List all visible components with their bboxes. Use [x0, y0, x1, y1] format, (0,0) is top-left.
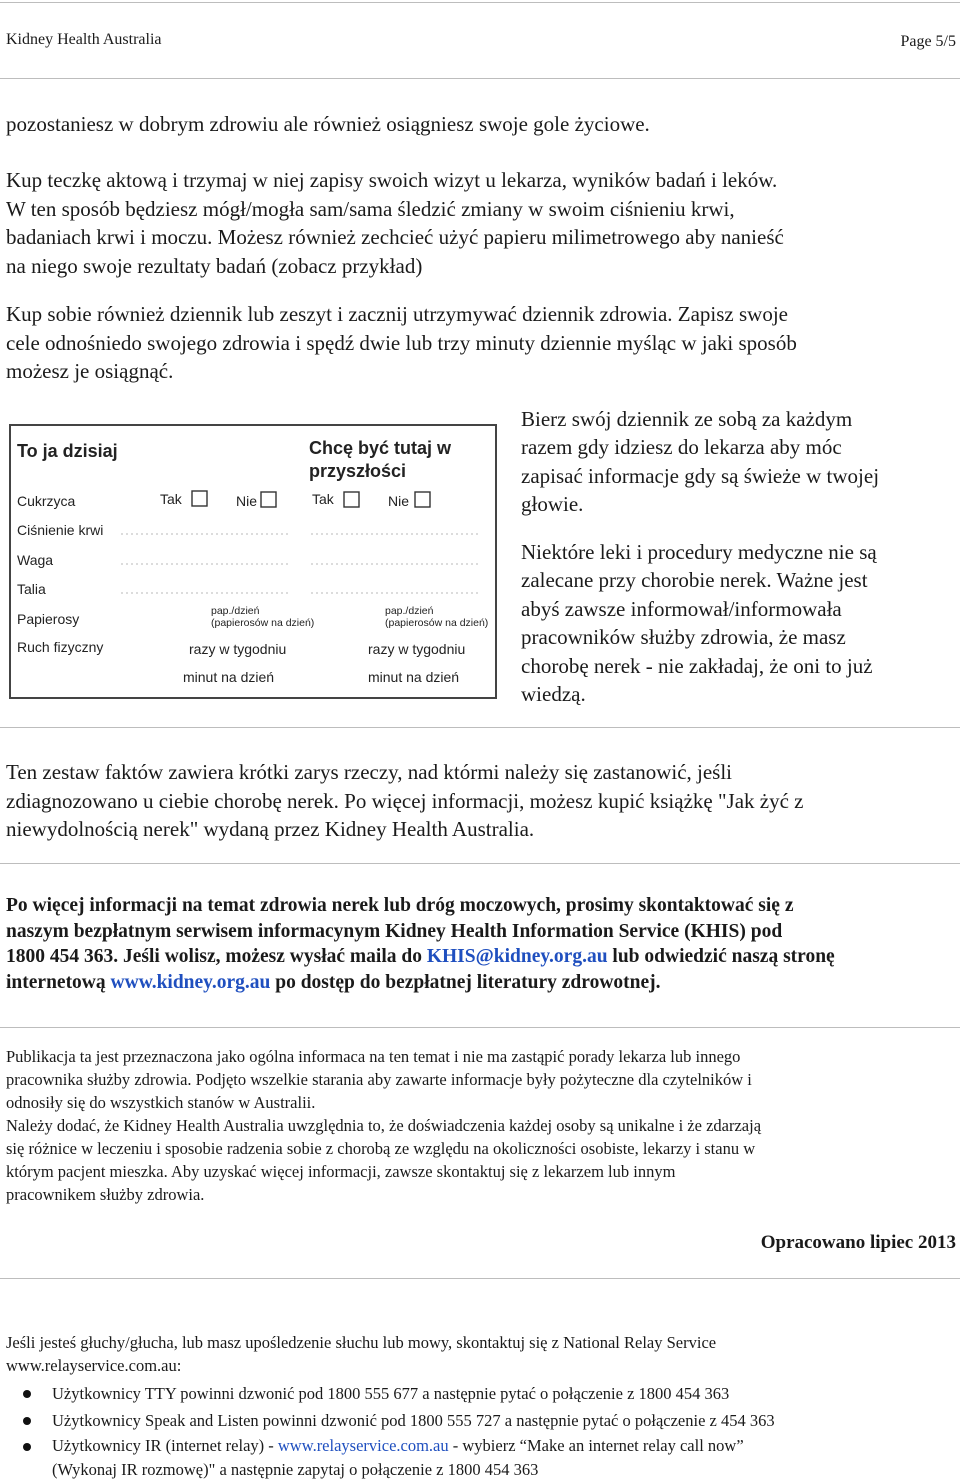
intro-paragraph-3: Kup sobie również dziennik lub zeszyt i zacznij utrzymywać dziennik zdrowia. Zapisz swoje cele odnośniedo swojego zdrowia i spędź dwie lub trzy minuty dziennie myśląc w jaki sposób możesz je osiągnąć. [6, 302, 797, 383]
worksheet-yes-label: Tak [312, 491, 334, 507]
worksheet-row-label: Papierosy [17, 611, 80, 627]
header-org: Kidney Health Australia [6, 31, 162, 48]
relay-website-link[interactable]: www.relayservice.com.au [277, 1436, 449, 1455]
side-paragraph-1: Bierz swój dziennik ze sobą za każdym razem gdy idziesz do lekarza aby móc zapisać informacje gdy są świeże w twojej głowie. [521, 407, 880, 517]
worksheet-row-label: Ruch fizyczny [17, 639, 104, 655]
section-rule [0, 1027, 960, 1028]
worksheet-min-per-day: minut na dzień [368, 669, 460, 685]
list-item: Użytkownicy IR (internet relay) - www.relayservice.com.au - wybierz “Make an internet relay call now” (Wykonaj IR rozmowę)" a następnie zapytaj o połączenie z 1800 454 363 [0, 1434, 960, 1482]
bullet-icon [23, 1443, 31, 1451]
intro-paragraph-1: pozostaniesz w dobrym zdrowiu ale również osiągniesz swoje gole życiowe. [6, 112, 650, 136]
checkbox-icon [344, 492, 359, 507]
section-rule [0, 727, 960, 728]
side-paragraph-2: Niektóre leki i procedury medyczne nie są zalecane przy chorobie nerek. Ważne jest abyś zawsze informował/informowała pracowników służby zdrowia, że masz chorobę nerek - nie zakładaj, że oni to już wiedzą. [521, 540, 877, 707]
worksheet-cig-unit-desc: (papierosów na dzień) [211, 617, 315, 629]
header-rule [0, 78, 960, 79]
summary-paragraph: Ten zestaw faktów zawiera krótki zarys rzeczy, nad którmi należy się zastanowić, jeśli zdiagnozowano u ciebie chorobę nerek. Po więcej informacji, możesz kupić książkę "Jak żyć z niewydolnością nerek" wydaną przez Kidney Health Australia. [6, 760, 804, 841]
page-number: Page 5/5 [900, 33, 956, 50]
checkbox-icon [415, 492, 430, 507]
worksheet-cig-unit: pap./dzień [211, 605, 260, 617]
website-link[interactable]: www.kidney.org.au [110, 971, 271, 993]
bullet-icon [23, 1390, 31, 1398]
checkbox-icon [261, 492, 276, 507]
disclaimer: Publikacja ta jest przeznaczona jako ogólna informaca na ten temat i nie ma zastąpić porady lekarza lub innego pracownika służby zdrowia. Podjęto wszelkie starania aby zawarte informacje były pożyteczne dla czytelników i odnosiły się do wszystkich stanów w Australii. Należy dodać, że Kidney Health Australia uwzględnia to, że doświadczenia każdej osoby są unikalne i że zdarzają się różnice w leczeniu i sposobie radzenia sobie z chorobą ze względu na okoliczności osobiste, lekarzy i stanu w którym pacjent mieszka. Aby uzyskać więcej informacji, zawsze skontaktuj się z lekarzem lub innym pracownikem służby zdrowia. [6, 1047, 762, 1204]
section-rule [0, 1278, 960, 1279]
contact-info: Po więcej informacji na temat zdrowia nerek lub dróg moczowych, prosimy skontaktować się z naszym bezpłatnym serwisem informacynym Kidney Health Information Service (KHIS) pod 1800 454 363. Jeśli wolisz, możesz wysłać maila do KHIS@kidney.org.au lub odwiedzić naszą stronę internetową www.kidney.org.au po dostęp do bezpłatnej literatury zdrowotnej. [6, 895, 835, 993]
worksheet-col1-title: To ja dzisiaj [17, 441, 118, 461]
list-item: Użytkownicy TTY powinni dzwonić pod 1800 555 677 a następnie pytać o połączenie z 1800 454 363 [0, 1381, 960, 1408]
health-goals-worksheet [9, 424, 497, 699]
worksheet-cig-unit: pap./dzień [385, 605, 434, 617]
worksheet-yes-label: Tak [160, 491, 182, 507]
worksheet-row-label: Ciśnienie krwi [17, 522, 104, 538]
worksheet-cig-unit-desc: (papierosów na dzień) [385, 617, 489, 629]
email-link[interactable]: KHIS@kidney.org.au [426, 946, 608, 967]
worksheet-col2-title-2: przyszłości [309, 461, 407, 481]
worksheet-per-week: razy w tygodniu [189, 641, 287, 657]
worksheet-row-label: Talia [17, 581, 46, 597]
section-rule [0, 863, 960, 864]
worksheet-row-label: Cukrzyca [17, 493, 76, 509]
worksheet-row-label: Waga [17, 552, 54, 568]
worksheet-no-label: Nie [236, 493, 258, 509]
worksheet-per-week: razy w tygodniu [368, 641, 466, 657]
intro-paragraph-2: Kup teczkę aktową i trzymaj w niej zapisy swoich wizyt u lekarza, wyników badań i leków. W ten sposób będziesz mógł/mogła sam/sama śledzić zmiany w swoim ciśnieniu krwi, badaniach krwi i moczu. Możesz również zechcieć użyć papieru milimetrowego aby nanieść na niego swoje rezultaty badań (zobacz przykład) [6, 168, 784, 278]
bullet-icon [23, 1417, 31, 1425]
worksheet-no-label: Nie [388, 493, 410, 509]
relay-intro: Jeśli jesteś głuchy/głucha, lub masz upośledzenie słuchu lub mowy, skontaktuj się z National Relay Service www.relayservice.com.au: [6, 1333, 717, 1375]
checkbox-icon [192, 491, 207, 506]
prepared-date: Opracowano lipiec 2013 [760, 1232, 956, 1253]
worksheet-col2-title-1: Chcę być tutaj w [309, 438, 452, 458]
worksheet-min-per-day: minut na dzień [183, 669, 275, 685]
top-rule [0, 2, 960, 3]
relay-options-list [0, 1381, 960, 1482]
list-item: Użytkownicy Speak and Listen powinni dzwonić pod 1800 555 727 a następnie pytać o połączenie z 454 363 [0, 1408, 960, 1435]
